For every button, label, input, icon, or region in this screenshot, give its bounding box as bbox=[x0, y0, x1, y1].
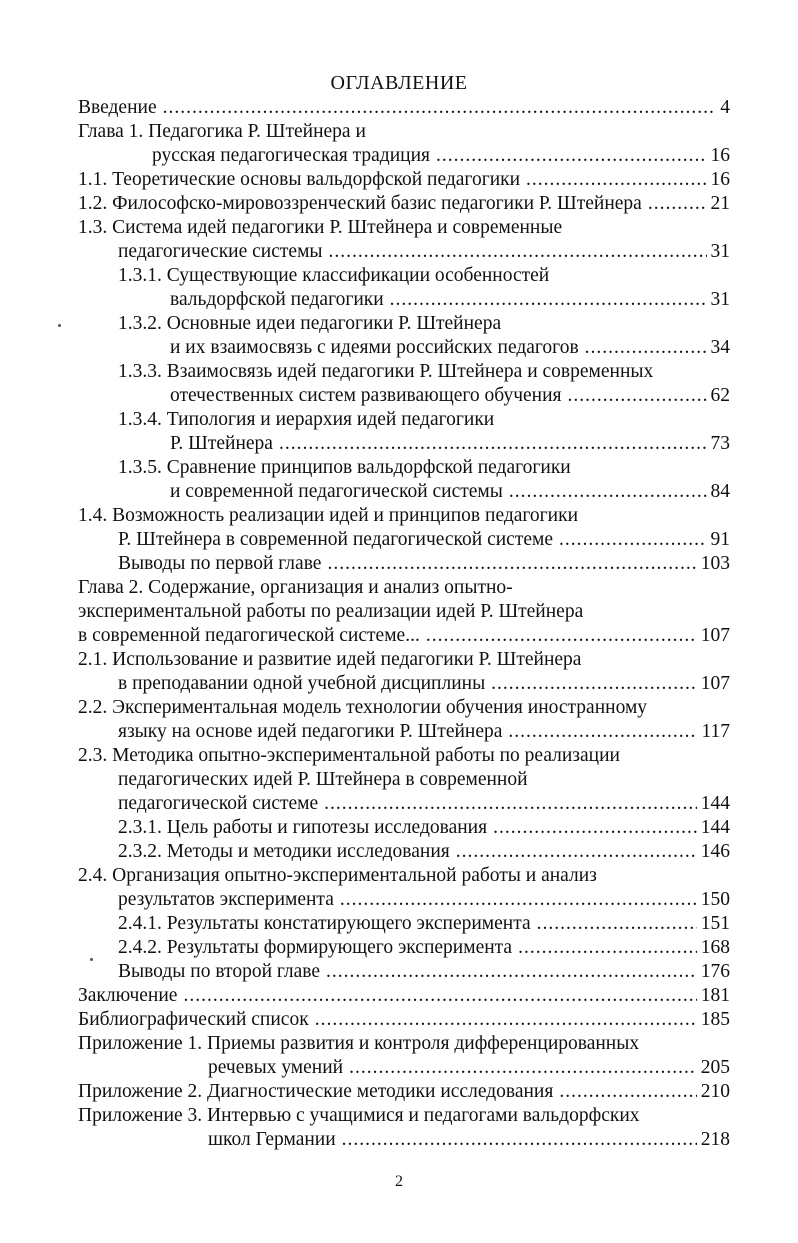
toc-entry[interactable]: Приложение 3. Интервью с учащимися и педагогами вальдорфских bbox=[78, 1105, 640, 1126]
toc-entry[interactable]: языку на основе идей педагогики Р. Штейнера ..... 117 bbox=[118, 720, 730, 744]
toc-entry[interactable]: 2.3.2. Методы и методики исследования ..... 146 bbox=[118, 840, 730, 864]
toc-entry[interactable]: Глава 1. Педагогика Р. Штейнера и bbox=[78, 121, 366, 142]
toc-entry[interactable]: 2.4.2. Результаты формирующего эксперимента ..... 168 bbox=[118, 936, 730, 960]
toc-entry[interactable]: отечественных систем развивающего обучения ..... 62 bbox=[170, 384, 730, 408]
toc-entry[interactable]: в современной педагогической системе... ..... 107 bbox=[78, 624, 730, 648]
toc-entry[interactable]: 1.2. Философско-мировоззренческий базис педагогики Р. Штейнера ..... 21 bbox=[78, 192, 730, 216]
toc-entry[interactable]: 1.3.3. Взаимосвязь идей педагогики Р. Штейнера и современных bbox=[118, 361, 654, 382]
toc-entry[interactable]: Приложение 1. Приемы развития и контроля дифференцированных bbox=[78, 1033, 640, 1054]
toc-entry[interactable]: в преподавании одной учебной дисциплины ..... 107 bbox=[118, 672, 730, 696]
toc-entry[interactable]: 2.1. Использование и развитие идей педагогики Р. Штейнера bbox=[78, 649, 582, 670]
toc-entry[interactable]: 1.1. Теоретические основы вальдорфской педагогики ..... 16 bbox=[78, 168, 730, 192]
toc-entry[interactable]: Р. Штейнера ..... 73 bbox=[170, 432, 730, 456]
toc-entry[interactable]: и современной педагогической системы ..... 84 bbox=[170, 480, 730, 504]
toc-entry[interactable]: Р. Штейнера в современной педагогической системе ..... 91 bbox=[118, 528, 730, 552]
toc-entry[interactable]: 1.3.1. Существующие классификации особенностей bbox=[118, 265, 550, 286]
toc-entry[interactable]: Глава 2. Содержание, организация и анализ опытно- bbox=[78, 577, 513, 598]
toc-entry[interactable]: педагогических идей Р. Штейнера в современной bbox=[118, 769, 528, 790]
toc-entry[interactable]: результатов эксперимента ..... 150 bbox=[118, 888, 730, 912]
toc-entry[interactable]: 1.3. Система идей педагогики Р. Штейнера и современные bbox=[78, 217, 563, 238]
scan-speck bbox=[90, 958, 93, 961]
toc-entry[interactable]: 1.3.4. Типология и иерархия идей педагогики bbox=[118, 409, 495, 430]
toc-entry[interactable]: 1.3.5. Сравнение принципов вальдорфской педагогики bbox=[118, 457, 571, 478]
toc-entry[interactable]: речевых умений ..... 205 bbox=[208, 1056, 730, 1080]
toc-entry[interactable]: Заключение ..... 181 bbox=[78, 984, 730, 1008]
toc-entry[interactable]: 1.4. Возможность реализации идей и принципов педагогики bbox=[78, 505, 579, 526]
toc-entry[interactable]: вальдорфской педагогики ..... 31 bbox=[170, 288, 730, 312]
toc-entry[interactable]: 2.2. Экспериментальная модель технологии обучения иностранному bbox=[78, 697, 648, 718]
page-title: ОГЛАВЛЕНИЕ bbox=[330, 72, 468, 94]
toc-entry[interactable]: школ Германии ..... 218 bbox=[208, 1128, 730, 1152]
toc-entry[interactable]: и их взаимосвязь с идеями российских педагогов ..... 34 bbox=[170, 336, 730, 360]
toc-entry[interactable]: педагогические системы ..... 31 bbox=[118, 240, 730, 264]
toc-entry[interactable]: 2.3. Методика опытно-экспериментальной работы по реализации bbox=[78, 745, 620, 766]
toc-entry[interactable]: 2.4.1. Результаты констатирующего эксперимента ..... 151 bbox=[118, 912, 730, 936]
toc-entry[interactable]: экспериментальной работы по реализации идей Р. Штейнера bbox=[78, 601, 584, 622]
toc-entry[interactable]: 2.3.1. Цель работы и гипотезы исследования ..... 144 bbox=[118, 816, 730, 840]
toc-entry[interactable]: Введение ..... 4 bbox=[78, 96, 730, 120]
toc-entry[interactable]: педагогической системе ..... 144 bbox=[118, 792, 730, 816]
toc-entry[interactable]: 2.4. Организация опытно-экспериментальной работы и анализ bbox=[78, 865, 597, 886]
toc-entry[interactable]: 1.3.2. Основные идеи педагогики Р. Штейнера bbox=[118, 313, 502, 334]
page-number: 2 bbox=[395, 1173, 403, 1190]
toc-entry[interactable]: Выводы по первой главе ..... 103 bbox=[118, 552, 730, 576]
toc-entry[interactable]: Библиографический список ..... 185 bbox=[78, 1008, 730, 1032]
toc-entry[interactable]: Выводы по второй главе ..... 176 bbox=[118, 960, 730, 984]
toc-entry[interactable]: Приложение 2. Диагностические методики исследования ..... 210 bbox=[78, 1080, 730, 1104]
scan-speck bbox=[58, 324, 61, 327]
toc-entry[interactable]: русская педагогическая традиция ..... 16 bbox=[152, 144, 730, 168]
